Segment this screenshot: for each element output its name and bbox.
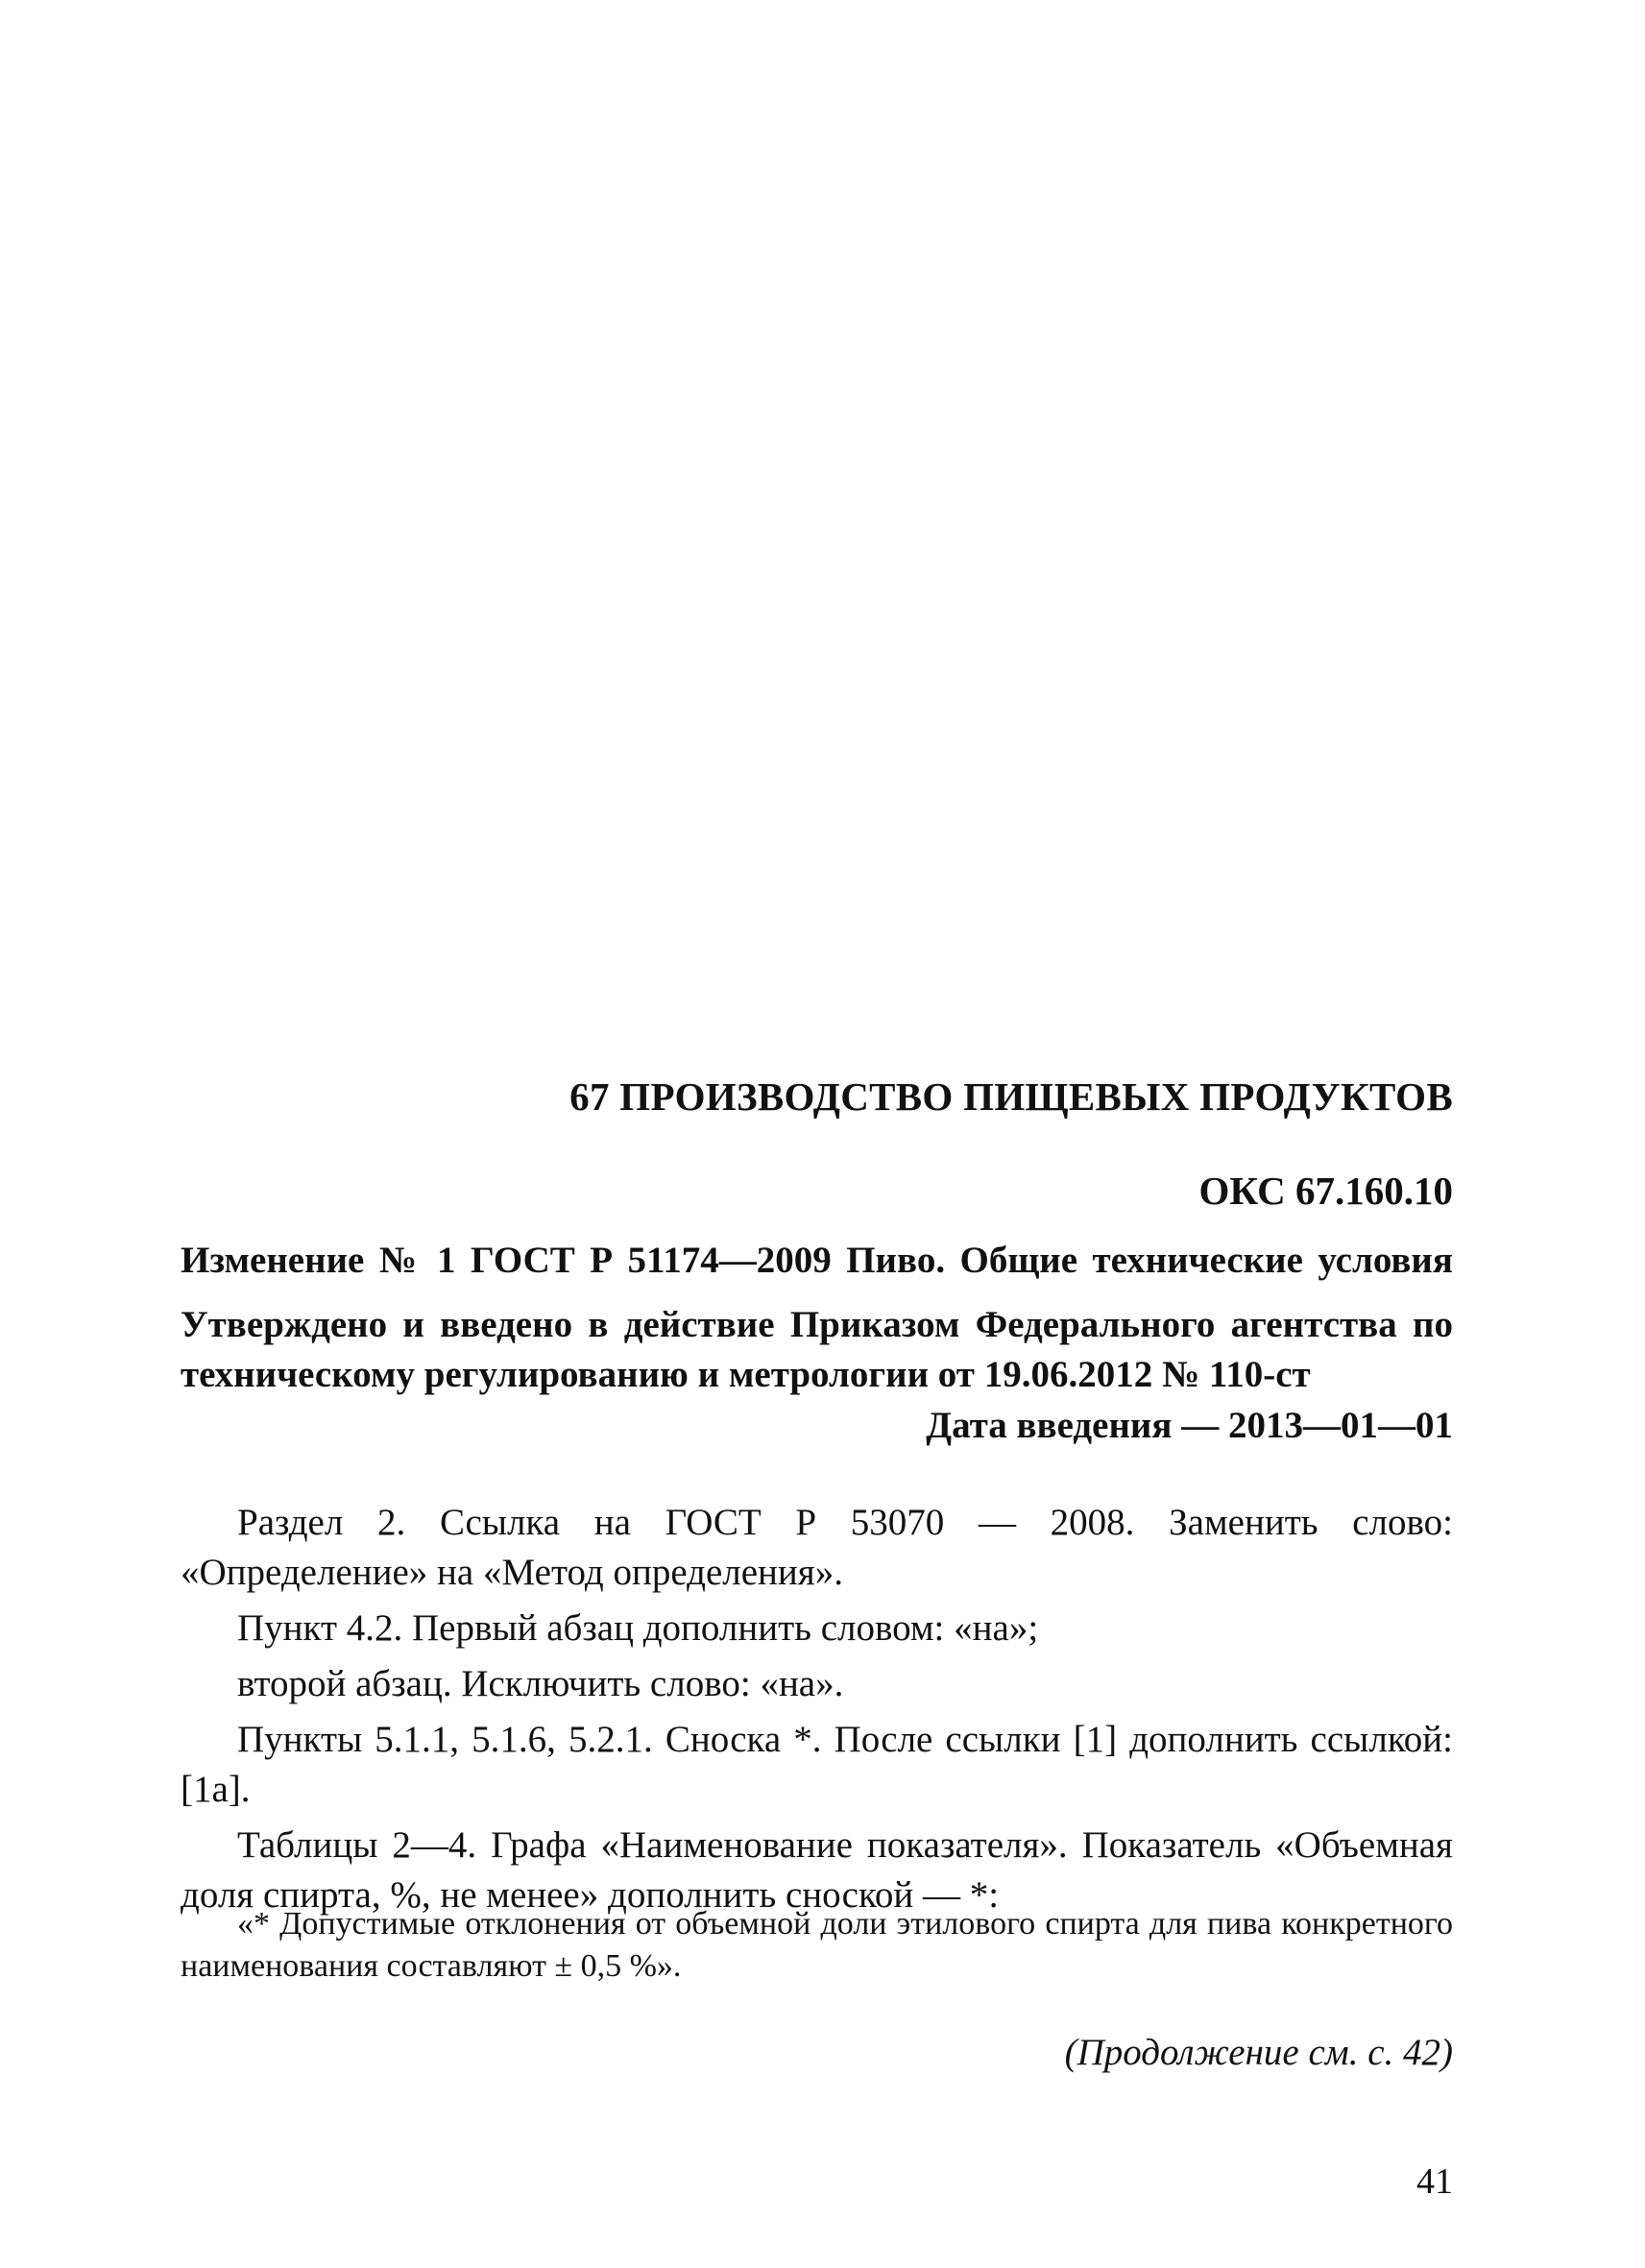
introduction-date: Дата введения — 2013—01—01 bbox=[926, 1405, 1453, 1446]
paragraph-second-abzac: второй абзац. Исключить слово: «на». bbox=[237, 1663, 844, 1704]
amendment-title: Изменение № 1 ГОСТ Р 51174—2009 Пиво. Общие технические условия bbox=[181, 1240, 1453, 1281]
continuation-note: (Продолжение см. с. 42) bbox=[1064, 2032, 1453, 2073]
approval-statement bbox=[181, 1300, 1453, 1400]
approval-line-1: Утверждено и введено в действие Приказом Федерального агентства по bbox=[181, 1304, 1453, 1345]
footnote bbox=[181, 1903, 1453, 1988]
section-title: 67 ПРОИЗВОДСТВО ПИЩЕВЫХ ПРОДУКТОВ bbox=[569, 1074, 1453, 1119]
oks-code: ОКС 67.160.10 bbox=[1198, 1169, 1453, 1213]
paragraph-tables-2-4: Таблицы 2—4. Графа «Наименование показателя». Показатель «Объемная доля спирта, %, не менее» дополнить сноской — *: bbox=[181, 1824, 1453, 1916]
amendment-body bbox=[181, 1498, 1453, 1926]
paragraph-items-5: Пункты 5.1.1, 5.1.6, 5.2.1. Сноска *. После ссылки [1] дополнить ссылкой: [1а]. bbox=[181, 1719, 1453, 1810]
page-number: 41 bbox=[1416, 2161, 1453, 2202]
approval-line-2: техническому регулированию и метрологии от 19.06.2012 № 110-ст bbox=[181, 1354, 1311, 1395]
paragraph-section-2: Раздел 2. Ссылка на ГОСТ Р 53070 — 2008. Заменить слово: «Определение» на «Метод определения». bbox=[181, 1502, 1453, 1593]
footnote-text: «* Допустимые отклонения от объемной доли этилового спирта для пива конкретного наименования составляют ± 0,5 %». bbox=[181, 1906, 1453, 1984]
paragraph-item-4-2: Пункт 4.2. Первый абзац дополнить словом: «на»; bbox=[237, 1607, 1039, 1649]
